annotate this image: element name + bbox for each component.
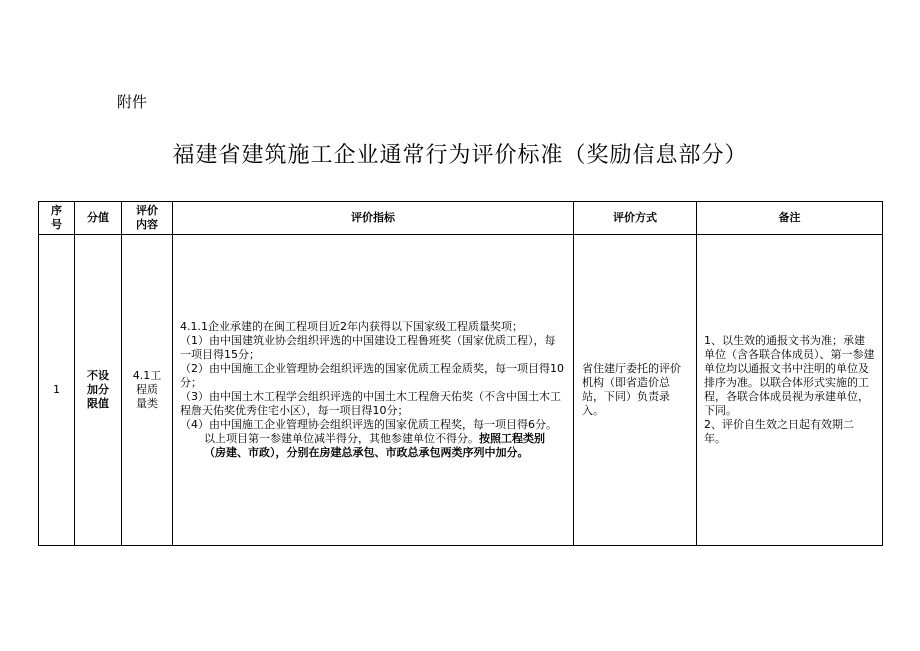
header-indicator: 评价指标 bbox=[173, 202, 574, 235]
header-method: 评价方式 bbox=[574, 202, 697, 235]
cell-score: 不设 加分 限值 bbox=[75, 235, 122, 546]
cell-seq: 1 bbox=[39, 235, 75, 546]
table-header-row bbox=[39, 202, 883, 235]
indicator-line1: 4.1.1企业承建的在闽工程项目近2年内获得以下国家级工程质量奖项； bbox=[180, 320, 523, 333]
indicator-item2: （2）由中国施工企业管理协会组织评选的国家优质工程金质奖，每一项目得10分； bbox=[180, 362, 564, 389]
cell-remark bbox=[697, 235, 883, 546]
header-content: 评价 内容 bbox=[122, 202, 173, 235]
indicator-note-normal: 以上项目第一参建单位减半得分，其他参建单位不得分。 bbox=[204, 432, 479, 445]
header-score: 分值 bbox=[75, 202, 122, 235]
remark-line2: 2、评价自生效之日起有效期二年。 bbox=[704, 418, 854, 445]
cell-method: 省住建厅委托的评价机构（即省造价总站，下同）负责录入。 bbox=[574, 235, 697, 546]
header-seq: 序 号 bbox=[39, 202, 75, 235]
attachment-label: 附件 bbox=[117, 93, 148, 111]
table-row bbox=[39, 235, 883, 546]
evaluation-standard-table bbox=[38, 201, 883, 546]
remark-line1: 1、以生效的通报文书为准；承建单位（含各联合体成员）、第一参建单位均以通报文书中注明的单位及排序为准。以联合体形式实施的工程，各联合体成员视为承建单位，下同。 bbox=[704, 334, 875, 417]
header-remark: 备注 bbox=[697, 202, 883, 235]
indicator-note-bold: 按照工程类别（房建、市政），分别在房建总承包、市政总承包两类序列中加分。 bbox=[204, 432, 545, 459]
document-title: 福建省建筑施工企业通常行为评价标准（奖励信息部分） bbox=[172, 143, 748, 168]
cell-indicator bbox=[173, 235, 574, 546]
cell-content: 4.1工 程质 量类 bbox=[122, 235, 173, 546]
indicator-note bbox=[180, 432, 566, 460]
indicator-item1: （1）由中国建筑业协会组织评选的中国建设工程鲁班奖（国家优质工程），每一项目得15分； bbox=[180, 334, 556, 361]
indicator-item3: （3）由中国土木工程学会组织评选的中国土木工程詹天佑奖（不含中国土木工程詹天佑奖优秀住宅小区），每一项目得10分； bbox=[180, 390, 561, 417]
indicator-item4: （4）由中国施工企业管理协会组织评选的国家优质工程奖，每一项目得6分。 bbox=[180, 418, 557, 431]
